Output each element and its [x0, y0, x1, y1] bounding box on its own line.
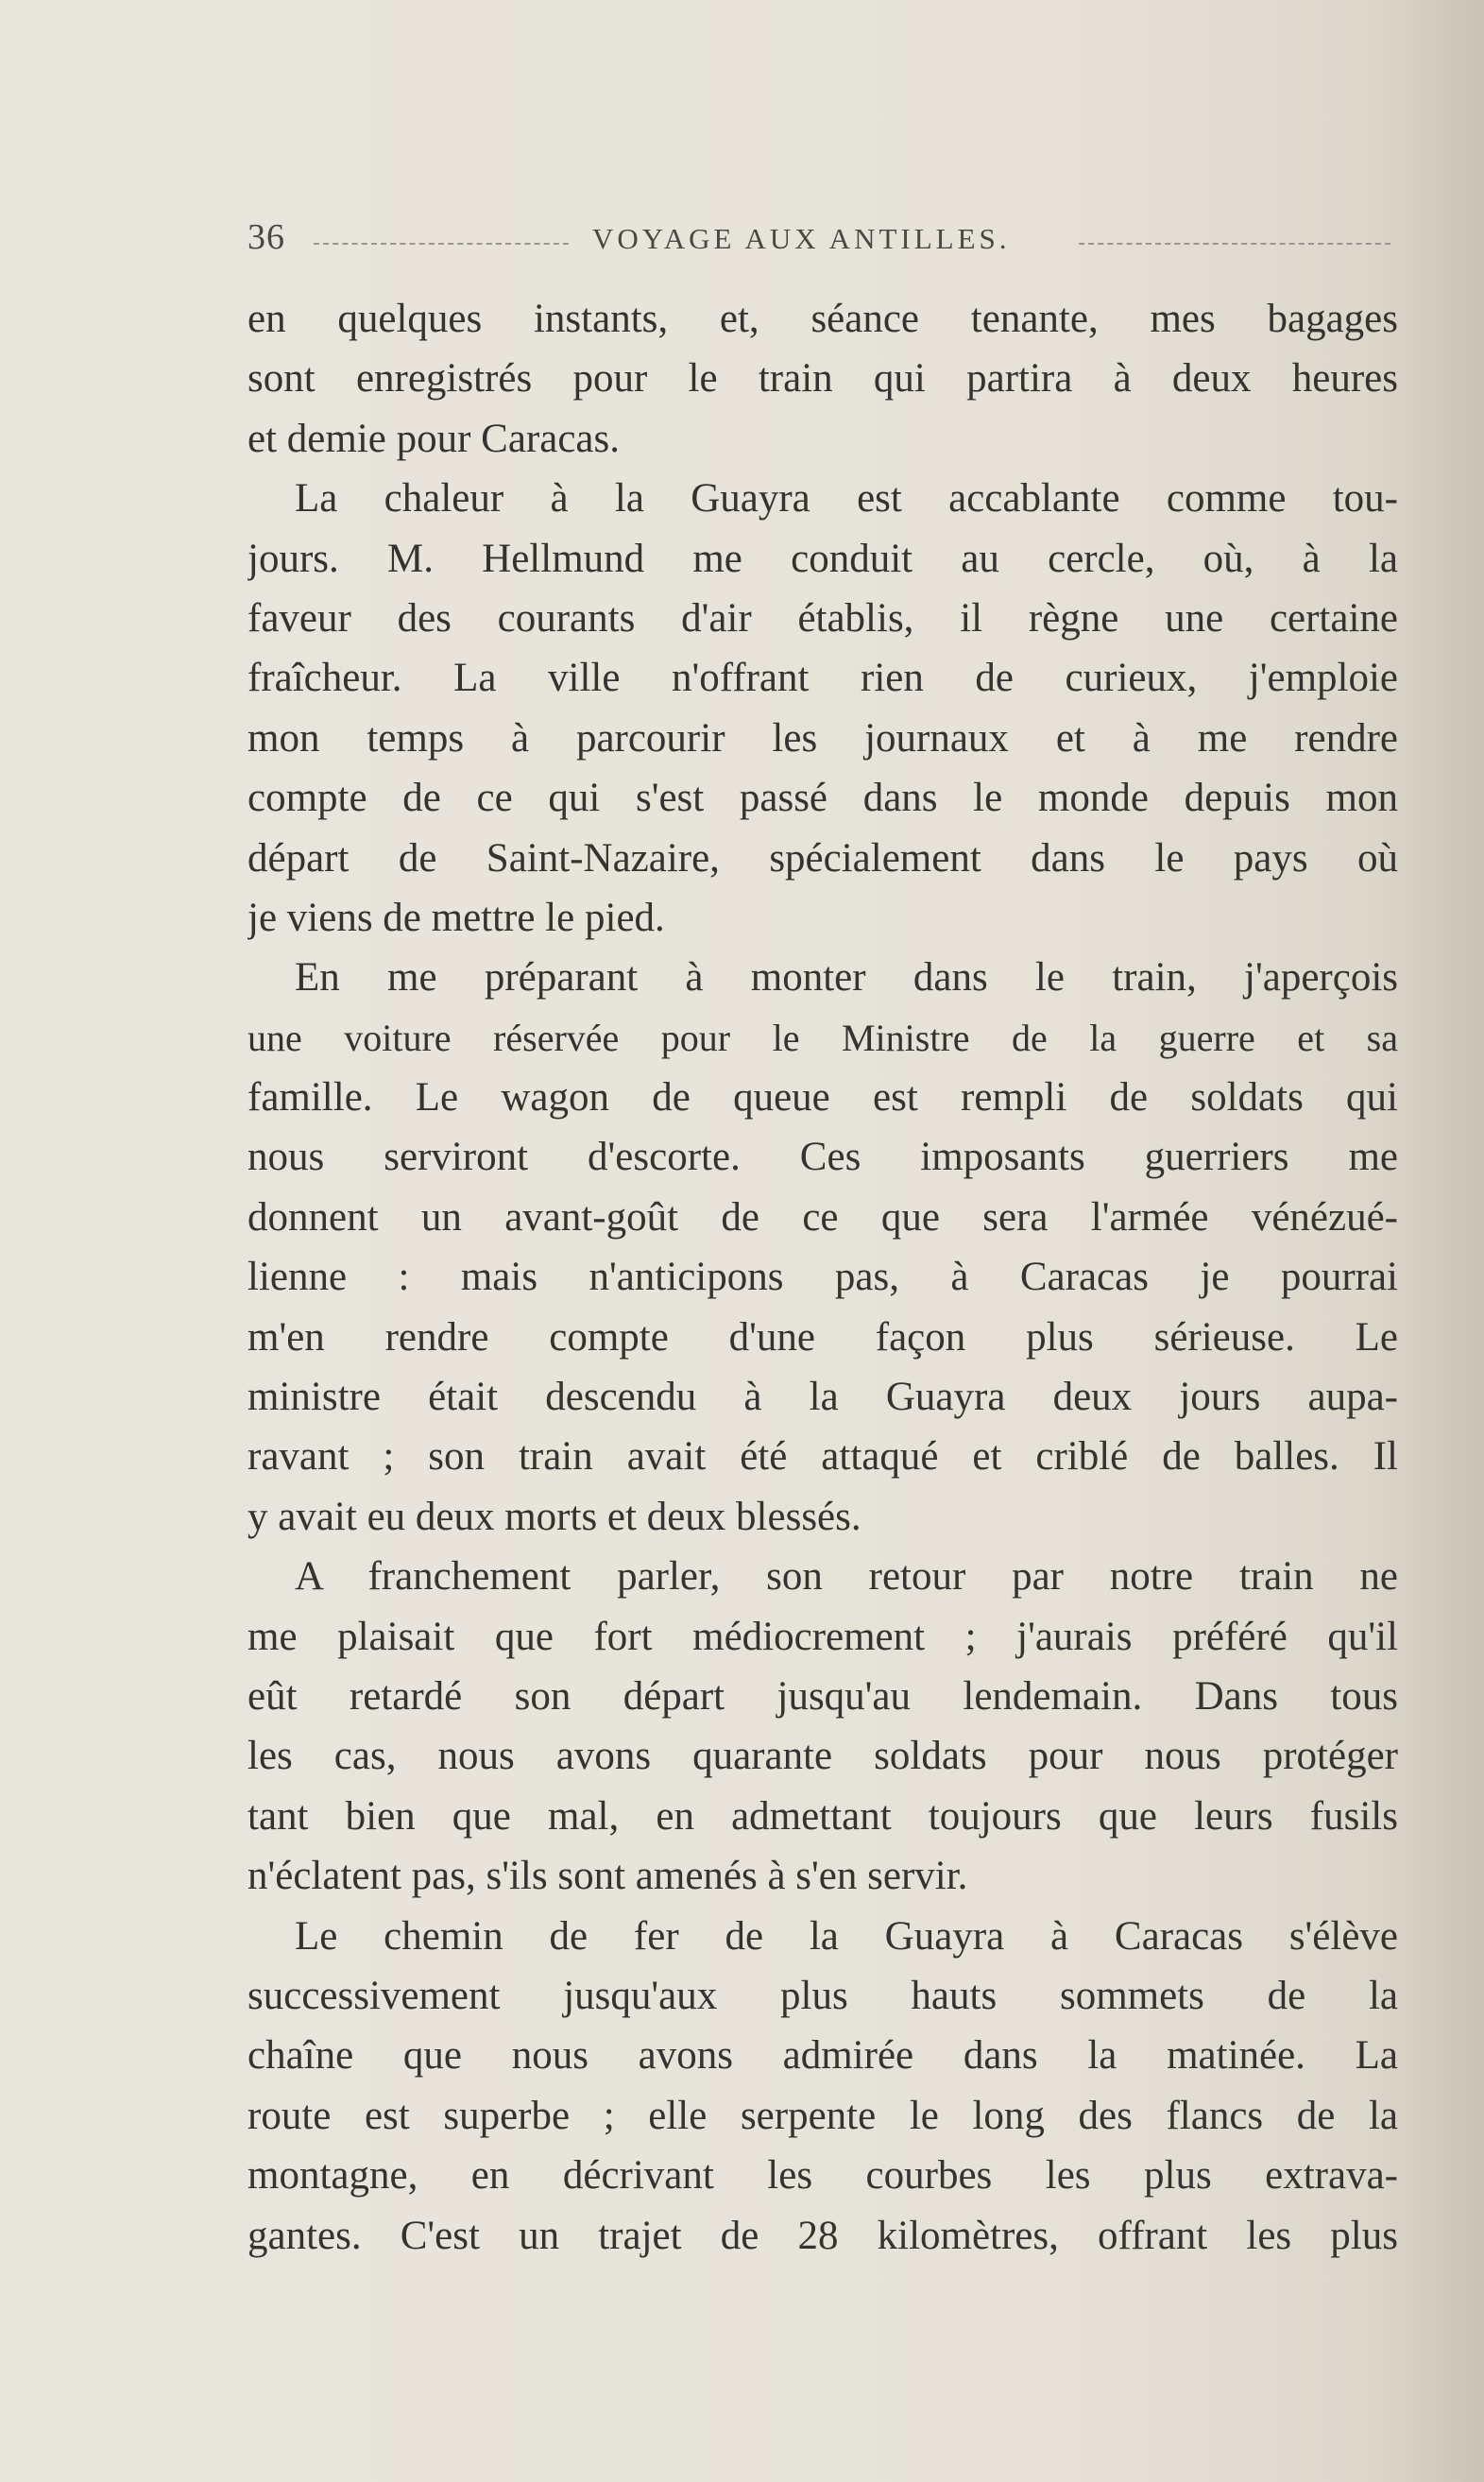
- text-line: famille. Le wagon de queue est rempli de soldats qui: [247, 1075, 1398, 1121]
- text-line: m'en rendre compte d'une façon plus sérieuse. Le: [247, 1314, 1398, 1360]
- page-number: 36: [247, 217, 285, 257]
- text-line: jours. M. Hellmund me conduit au cercle, où, à la: [247, 536, 1398, 581]
- text-line: y avait eu deux morts et deux blessés.: [247, 1494, 861, 1539]
- text-line: sont enregistrés pour le train qui partira à deux heures: [247, 356, 1398, 402]
- text-line: successivement jusqu'aux plus hauts sommets de la: [247, 1973, 1398, 2018]
- text-line: n'éclatent pas, s'ils sont amenés à s'en servir.: [247, 1854, 968, 1899]
- text-line: et demie pour Caracas.: [247, 416, 620, 461]
- text-line: mon temps à parcourir les journaux et à me rendre: [247, 715, 1398, 761]
- text-line: La chaleur à la Guayra est accablante comme tou-: [295, 476, 1398, 522]
- text-line: lienne : mais n'anticipons pas, à Caracas je pourrai: [247, 1255, 1398, 1300]
- text-line: les cas, nous avons quarante soldats pour nous protéger: [247, 1734, 1398, 1779]
- text-line: ravant ; son train avait été attaqué et criblé de balles. Il: [247, 1434, 1398, 1480]
- text-line: me plaisait que fort médiocrement ; j'aurais préféré qu'il: [247, 1614, 1398, 1659]
- text-line: faveur des courants d'air établis, il règne une certaine: [247, 595, 1398, 641]
- text-line: tant bien que mal, en admettant toujours que leurs fusils: [247, 1793, 1398, 1839]
- text-line: je viens de mettre le pied.: [247, 895, 665, 940]
- header-rule-left: [314, 243, 569, 245]
- text-line: donnent un avant-goût de ce que sera l'armée vénézué-: [247, 1194, 1398, 1240]
- text-line: A franchement parler, son retour par notre train ne: [295, 1554, 1398, 1600]
- text-line: chaîne que nous avons admirée dans la matinée. La: [247, 2033, 1398, 2079]
- text-line: gantes. C'est un trajet de 28 kilomètres, offrant les plus: [247, 2213, 1398, 2258]
- text-line: En me préparant à monter dans le train, j'aperçois: [295, 955, 1398, 1001]
- text-line: fraîcheur. La ville n'offrant rien de curieux, j'emploie: [247, 656, 1398, 701]
- running-head: [247, 213, 1398, 269]
- text-line: montagne, en décrivant les courbes les plus extrava-: [247, 2153, 1398, 2199]
- text-line: Le chemin de fer de la Guayra à Caracas s'élève: [295, 1913, 1398, 1959]
- text-line: compte de ce qui s'est passé dans le monde depuis mon: [247, 776, 1398, 821]
- text-line: départ de Saint-Nazaire, spécialement dans le pays où: [247, 835, 1398, 881]
- text-line: nous serviront d'escorte. Ces imposants guerriers me: [247, 1135, 1398, 1180]
- text-line: route est superbe ; elle serpente le long des flancs de la: [247, 2093, 1398, 2138]
- text-line: en quelques instants, et, séance tenante, mes bagages: [247, 297, 1398, 341]
- text-line: eût retardé son départ jusqu'au lendemain. Dans tous: [247, 1673, 1398, 1719]
- text-line: ministre était descendu à la Guayra deux jours aupa-: [247, 1375, 1398, 1420]
- text-line: une voiture réservée pour le Ministre de la guerre et sa: [247, 1016, 1398, 1059]
- body-text: [247, 289, 1398, 2266]
- header-rule-right: [1079, 243, 1390, 245]
- running-title: VOYAGE AUX ANTILLES.: [592, 222, 1011, 255]
